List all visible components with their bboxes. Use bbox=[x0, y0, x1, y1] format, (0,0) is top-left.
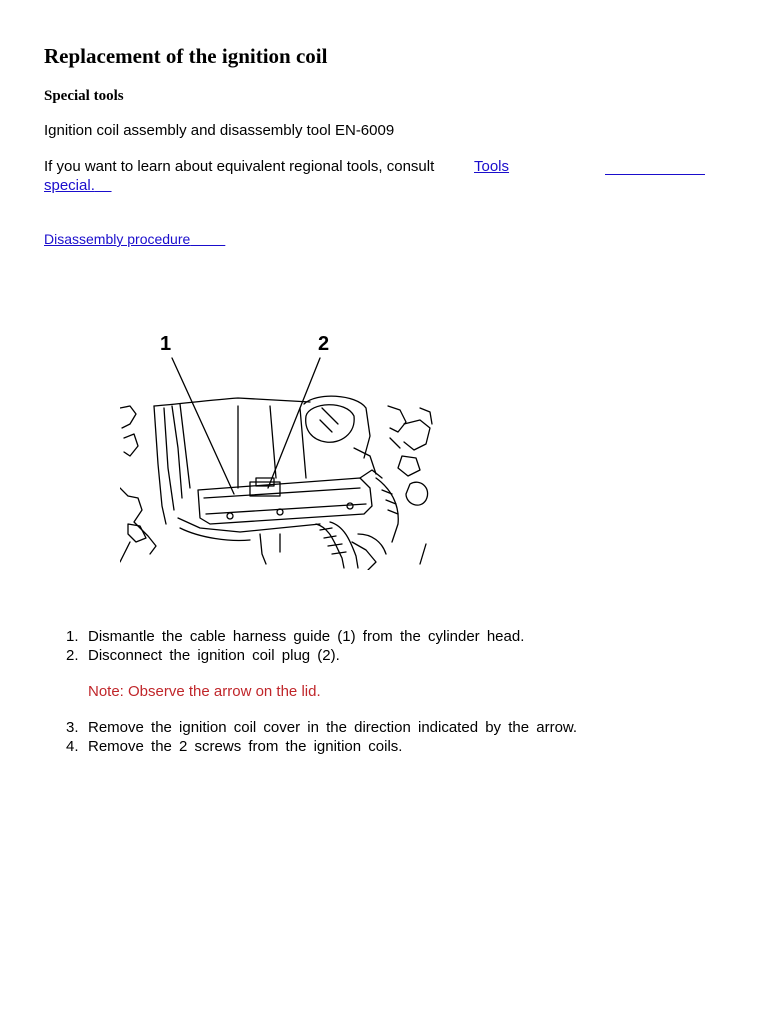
step-2 bbox=[44, 646, 644, 665]
consult-paragraph bbox=[44, 157, 724, 194]
tools-link[interactable]: Tools bbox=[474, 158, 510, 175]
step-number: 2. bbox=[66, 647, 79, 664]
steps-list-b bbox=[44, 718, 644, 756]
step-number: 3. bbox=[66, 719, 79, 736]
step-3 bbox=[44, 718, 644, 737]
callout-label-1: 1 bbox=[160, 333, 172, 355]
page-title: Replacement of the ignition coil bbox=[44, 44, 328, 68]
special-tools-heading: Special tools bbox=[44, 88, 124, 104]
step-text: Dismantle the cable harness guide (1) from the cylinder head. bbox=[88, 628, 525, 645]
step-text: Remove the ignition coil cover in the direction indicated by the arrow. bbox=[88, 719, 578, 736]
step-4 bbox=[44, 737, 644, 756]
step-text: Disconnect the ignition coil plug (2). bbox=[88, 647, 340, 664]
step-text: Remove the 2 screws from the ignition coils. bbox=[88, 738, 403, 755]
special-link[interactable] bbox=[44, 176, 112, 195]
tool-line: Ignition coil assembly and disassembly tool EN-6009 bbox=[44, 122, 395, 139]
disassembly-procedure-label: Disassembly procedure bbox=[44, 231, 191, 247]
steps-list-a bbox=[44, 627, 644, 665]
leader-line-1 bbox=[172, 358, 234, 494]
special-link-label: special. bbox=[44, 177, 95, 194]
ignition-coil-diagram bbox=[120, 328, 434, 570]
step-1 bbox=[44, 627, 644, 646]
engine-drawing bbox=[120, 328, 434, 570]
link-underline-gap bbox=[605, 173, 705, 175]
consult-text: If you want to learn about equivalent regional tools, consult bbox=[44, 158, 435, 175]
step-number: 1. bbox=[66, 628, 79, 645]
disassembly-procedure-link[interactable] bbox=[44, 230, 225, 248]
note-text: Note: Observe the arrow on the lid. bbox=[88, 683, 321, 700]
callout-label-2: 2 bbox=[318, 333, 330, 355]
step-number: 4. bbox=[66, 738, 79, 755]
